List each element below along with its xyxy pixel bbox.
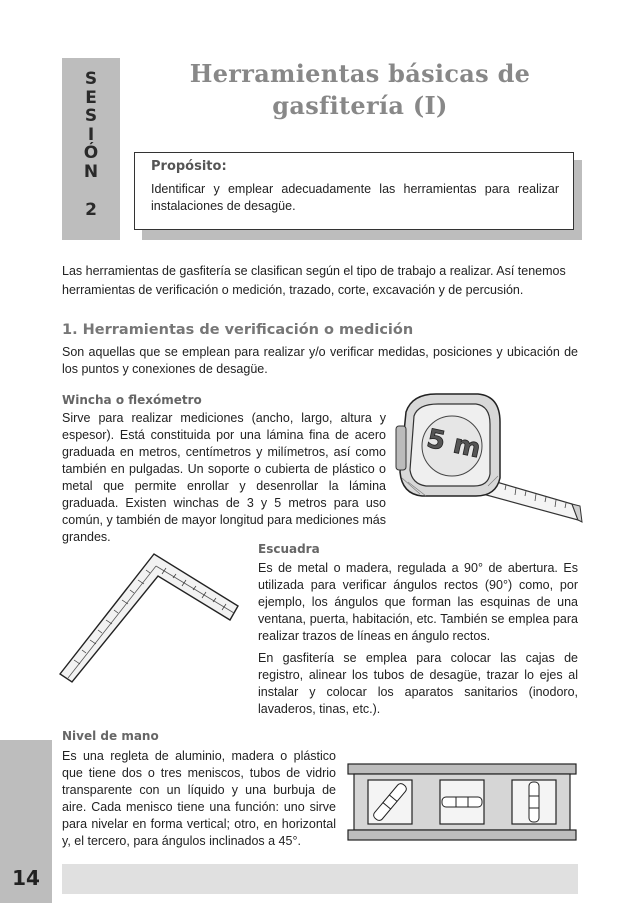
purpose-box [134, 152, 574, 230]
page-number: 14 [12, 866, 40, 890]
level-heading: Nivel de mano [62, 729, 159, 743]
session-number: 2 [85, 200, 97, 220]
title-line-2: gasfitería (I) [272, 91, 448, 120]
square-text-2: En gasfitería se emplea para colocar las cajas de registro, alinear los tubos de desagüe, trazar lo ejes al instalar y colocar los aparatos sanitarios (inodoro, lavaderos, tinas, etc.). [258, 651, 578, 716]
square-illustration [58, 548, 248, 688]
intro-line: herramientas de verificación o medición, trazado, corte, excavación y de percusión. [62, 283, 524, 297]
session-letter: S [84, 69, 98, 89]
page-title [150, 58, 570, 122]
purpose-text: Identificar y emplear adecuadamente las herramientas para realizar instalaciones de desagüe. [151, 182, 559, 213]
footer-bar [62, 864, 578, 894]
session-tab [62, 58, 120, 240]
level-text: Es una regleta de aluminio, madera o plástico que tiene dos o tres meniscos, tubos de vidrio transparente con un líquido y una burbuja de aire. Cada menisco tiene una función: uno sirve para nivelar en forma vertical; otro, en horizontal y, el tercero, para ángulos inclinados a 45°. [62, 749, 336, 848]
session-letter: I [87, 124, 95, 145]
intro-line: Las herramientas de gasfitería se clasifican según el tipo de trabajo a realizar. Así tenemos [62, 264, 566, 278]
session-letter: Ó [83, 143, 99, 163]
wincha-text: Sirve para realizar mediciones (ancho, largo, altura y espesor). Está constituida por una lámina fina de acero graduada en metros, centímetros y milímetros, así como también en pulgadas. Un soporte o cubierta de plástico o metal que permite enrollar y desenrollar la lámina graduada. Existen winchas de 3 y 5 metros para uso común, y también de mayor longitud para mediciones más grandes. [62, 411, 386, 544]
section-heading: 1. Herramientas de verificación o medición [62, 322, 414, 338]
title-line-1: Herramientas básicas de [189, 59, 531, 88]
session-letter: S [84, 106, 98, 126]
intro-paragraph [62, 262, 582, 300]
wincha-heading: Wincha o flexómetro [62, 393, 202, 407]
session-label [62, 70, 120, 220]
session-letter: N [83, 161, 99, 182]
square-text-1: Es de metal o madera, regulada a 90° de abertura. Es utilizada para verificar ángulos rectos (90°) como, por ejemplo, los ángulos que forman las esquinas de una ventana, puerta, habitación, etc. También se emplea para realizar trazos de líneas en ángulo rectos. [258, 561, 578, 643]
square-heading: Escuadra [258, 542, 320, 556]
spirit-level-illustration [344, 760, 580, 844]
purpose-label: Propósito: [151, 159, 227, 174]
tape-measure-illustration [392, 386, 584, 534]
session-letter: E [85, 87, 97, 108]
section-intro-text: Son aquellas que se emplean para realizar y/o verificar medidas, posiciones y ubicación de los puntos y conexiones de desagüe. [62, 345, 578, 376]
tape-label: 5 m [424, 423, 484, 465]
